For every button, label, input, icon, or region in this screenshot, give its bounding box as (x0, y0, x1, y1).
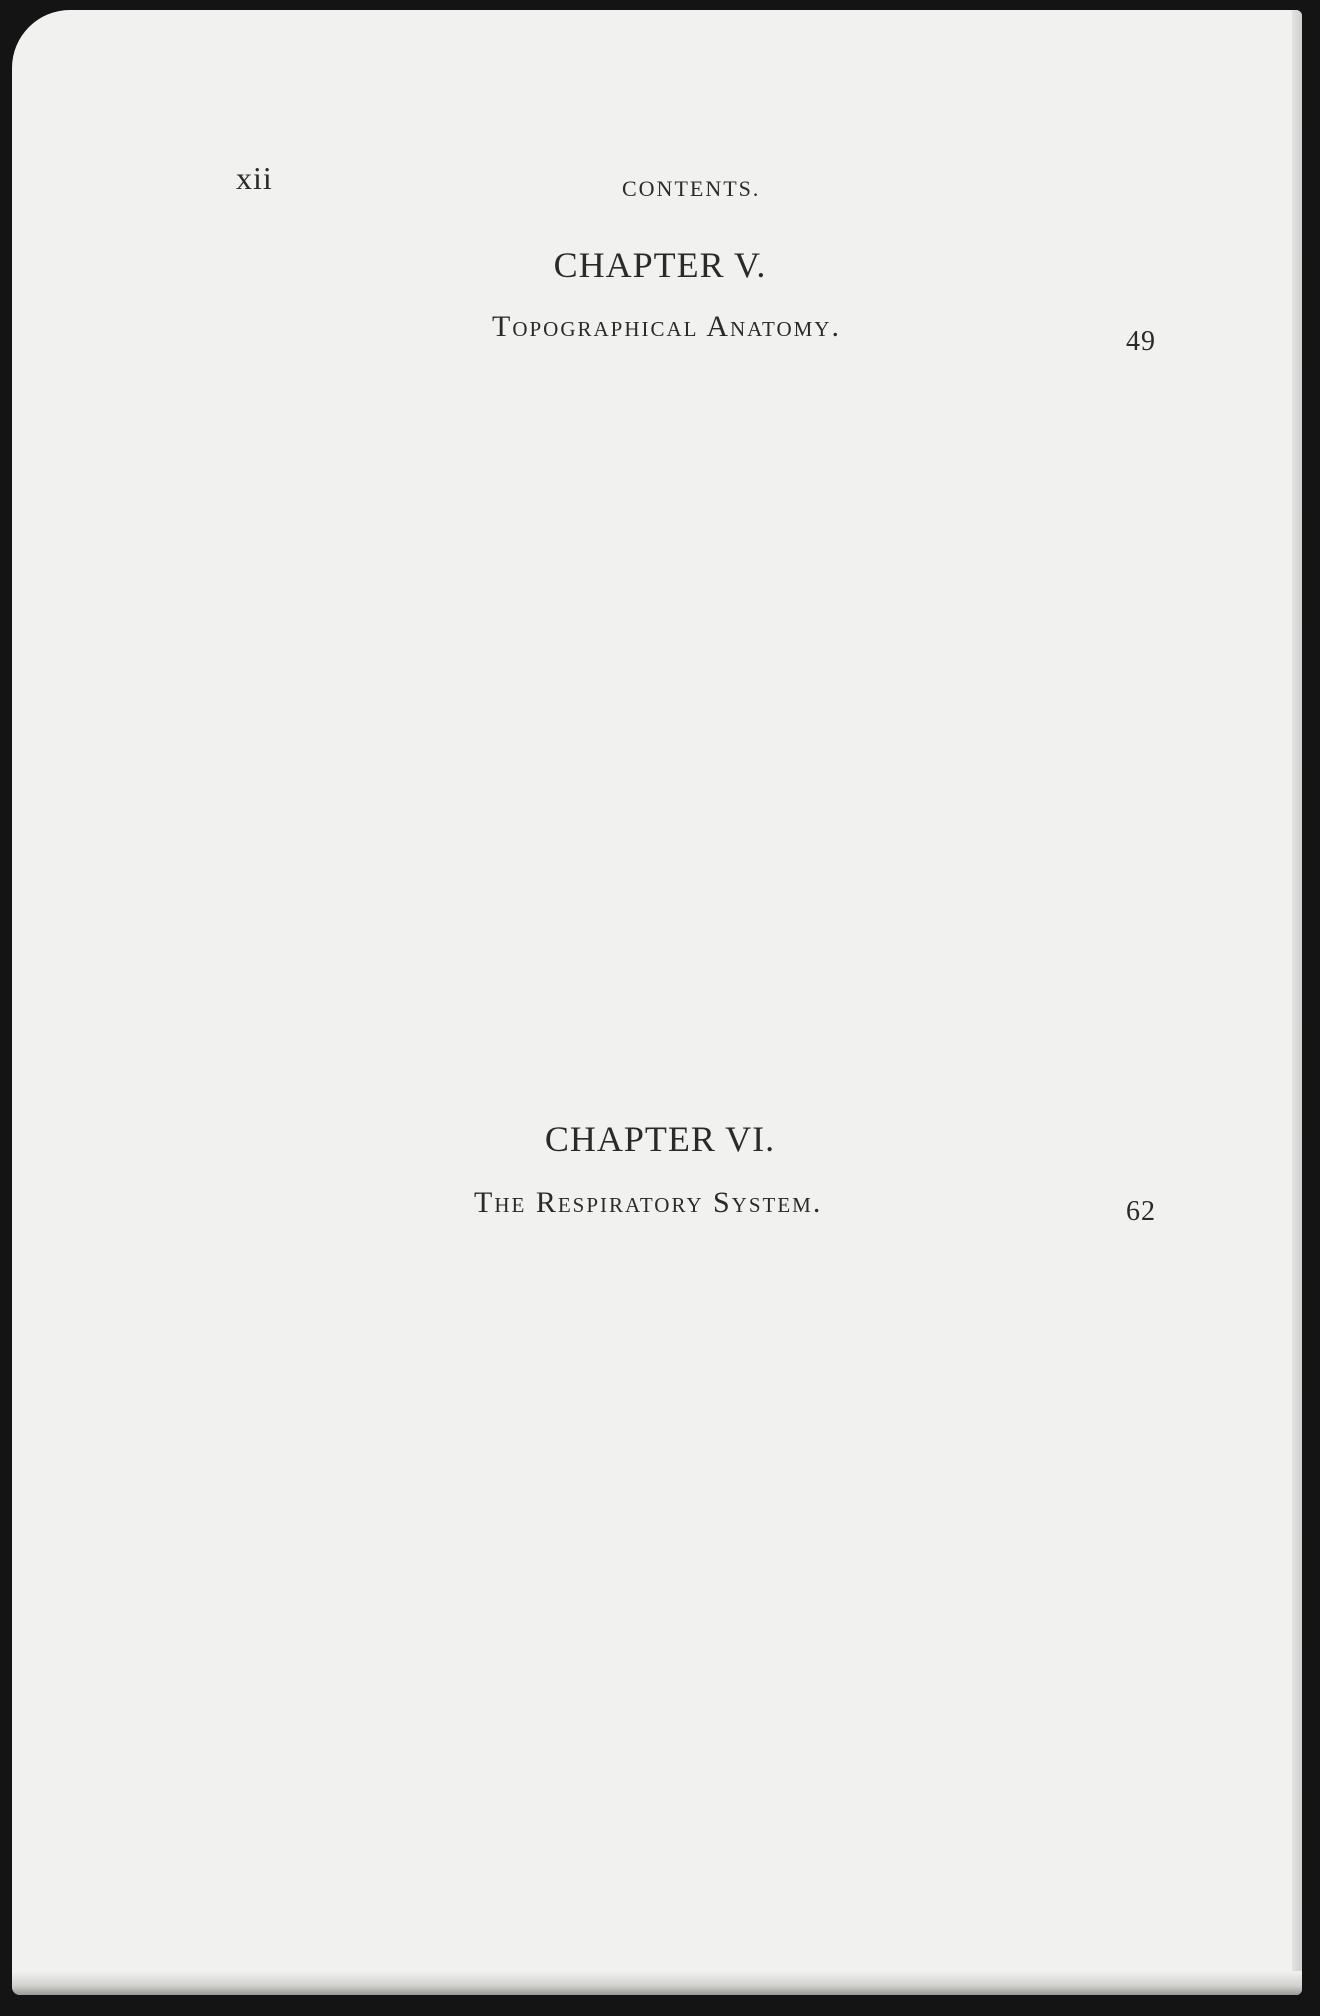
chapter-title: CHAPTER VI. (544, 1119, 776, 1159)
chapter-title: CHAPTER V. (553, 245, 767, 285)
section-title: The Respiratory System. (474, 1186, 823, 1219)
book-page (12, 10, 1302, 1995)
section-page-number: 62 (1126, 1196, 1156, 1227)
page-number: xii (236, 160, 273, 196)
page-bottom-edge (12, 1971, 1302, 1995)
page-edge (1292, 10, 1302, 1995)
running-title: CONTENTS. (622, 176, 761, 201)
section-title: Topographical Anatomy. (492, 310, 841, 343)
section-page-number: 49 (1126, 326, 1156, 357)
